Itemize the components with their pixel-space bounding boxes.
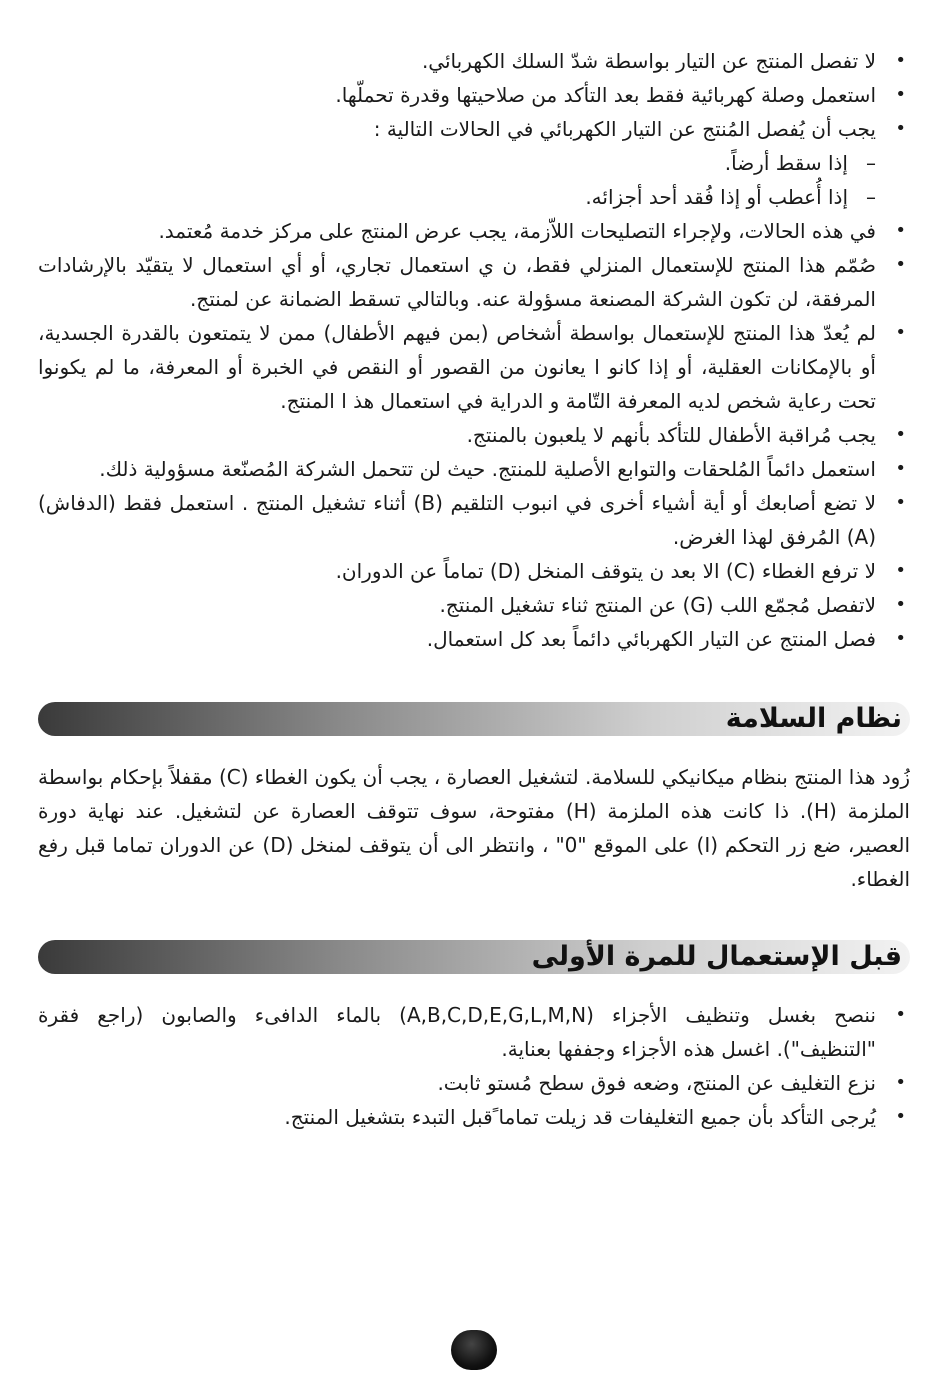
section-header-bar — [38, 702, 910, 736]
list-item: • لم يُعدّ هذا المنتج للإستعمال بواسطة أشخاص (بمن فيهم الأطفال) ممن لا يتمتعون بالقدرة الجسدية، أو بالإمكانات العقلية، أو إذا كانو ا يعانون من القصور أو النقص في الخبرة أو المعرفة، ما لم يكونوا تحت رعاية شخص لديه المعرفة التّامة و الدراية في استعمال هذ ا المنتج. — [38, 316, 910, 418]
list-item: – إذا أُعطب أو إذا فُقد أحد أجزائه. — [38, 180, 910, 214]
dash-icon: – — [866, 185, 876, 209]
list-item: • لاتفصل مُجمّع اللب (G) عن المنتج ثناء تشغيل المنتج. — [38, 588, 910, 622]
list-item: • ننصح بغسل وتنظيف الأجزاء (A,B,C,D,E,G,L,M,N) بالماء الدافىء والصابون (راجع فقرة "التنظيف"). اغسل هذه الأجزاء وجففها بعناية. — [38, 998, 910, 1066]
list-item: • استعمل دائماً المُلحقات والتوابع الأصلية للمنتج. حيث لن تتحمل الشركة المُصنّعة مسؤولية ذلك. — [38, 452, 910, 486]
section-header-bar — [38, 940, 910, 974]
dash-icon: – — [866, 151, 876, 175]
list-item: • يُرجى التأكد بأن جميع التغليفات قد زيلت تماما ًقبل التبدء بتشغيل المنتج. — [38, 1100, 910, 1134]
bullet-icon: • — [895, 1004, 906, 1025]
list-item: • نزع التغليف عن المنتج، وضعه فوق سطح مُستو ثابت. — [38, 1066, 910, 1100]
list-item: – إذا سقط أرضاً. — [38, 146, 910, 180]
instructions-page — [38, 44, 910, 1134]
safety-paragraph: زُود هذا المنتج بنظام ميكانيكي للسلامة. لتشغيل العصارة ، يجب أن يكون الغطاء (C) مقفلاً بإحكام بواسطة الملزمة (H). ذا كانت هذه الملزمة (H) مفتوحة، سوف تتوقف العصارة عن لتشغيل. عند نهاية دورة العصير، ضع زر التحكم (I) على الموقع "0" ، وانتظر الى أن يتوقف لمنخل (D) عن الدوران تماما قبل رفع الغطاء. — [38, 765, 911, 891]
warnings-list-continued — [38, 214, 910, 656]
bullet-icon: • — [895, 118, 906, 139]
bullet-icon: • — [895, 424, 906, 445]
list-item: • لا ترفع الغطاء (C) الا بعد ن يتوقف المنخل (D) تماماً عن الدوران. — [38, 554, 910, 588]
warnings-list — [38, 44, 910, 146]
section-title: نظام السلامة — [725, 703, 902, 734]
bullet-icon: • — [895, 220, 906, 241]
list-item: • يجب مُراقبة الأطفال للتأكد بأنهم لا يلعبون بالمنتج. — [38, 418, 910, 452]
section-title: قبل الإستعمال للمرة الأولى — [531, 941, 902, 972]
bullet-icon: • — [895, 492, 906, 513]
bullet-icon: • — [895, 628, 906, 649]
list-item: • استعمل وصلة كهربائية فقط بعد التأكد من صلاحيتها وقدرة تحملّها. — [38, 78, 910, 112]
disconnect-conditions-list — [38, 146, 910, 214]
list-item: • في هذه الحالات، ولإجراء التصليحات اللاّزمة، يجب عرض المنتج على مركز خدمة مُعتمد. — [38, 214, 910, 248]
bullet-icon: • — [895, 594, 906, 615]
bullet-icon: • — [895, 84, 906, 105]
bullet-icon: • — [895, 1072, 906, 1093]
bullet-icon: • — [895, 560, 906, 581]
bullet-icon: • — [895, 322, 906, 343]
list-item: • لا تفصل المنتج عن التيار بواسطة شدّ السلك الكهربائي. — [38, 44, 910, 78]
bullet-icon: • — [895, 254, 906, 275]
safety-section — [38, 702, 910, 896]
page-number-badge-icon — [451, 1330, 497, 1370]
bullet-icon: • — [895, 50, 906, 71]
list-item: • يجب أن يُفصل المُنتج عن التيار الكهربائي في الحالات التالية : — [38, 112, 910, 146]
list-item: • فصل المنتج عن التيار الكهربائي دائماً بعد كل استعمال. — [38, 622, 910, 656]
list-item: • صُمّم هذا المنتج للإستعمال المنزلي فقط، ن ي استعمال تجاري، أو أي استعمال لا يتقيّد بالإرشادات المرفقة، لن تكون الشركة المصنعة مسؤولة عنه. وبالتالي تسقط الضمانة عن لمنتج. — [38, 248, 910, 316]
first-use-list — [38, 998, 910, 1134]
first-use-section — [38, 940, 910, 1134]
bullet-icon: • — [895, 1106, 906, 1127]
list-item: • لا تضع أصابعك أو أية أشياء أخرى في انبوب التلقيم (B) أثناء تشغيل المنتج . استعمل فقط (الدفاش) (A) المُرفق لهذا الغرض. — [38, 486, 910, 554]
bullet-icon: • — [895, 458, 906, 479]
